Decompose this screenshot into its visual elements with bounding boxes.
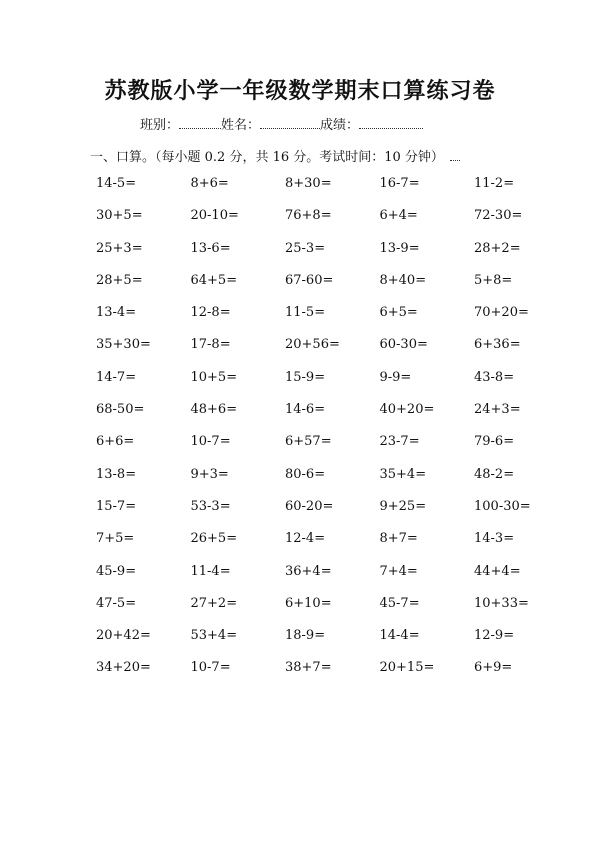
- problem-item: 24+3=: [474, 402, 521, 418]
- problem-item: 67-60=: [285, 272, 334, 288]
- problem-item: 27+2=: [190, 595, 238, 611]
- problem-item: 72-30=: [474, 208, 523, 224]
- problem-item: 14-3=: [474, 531, 515, 547]
- score-blank: [359, 116, 423, 129]
- problem-row: [96, 337, 569, 369]
- class-label: 班别：: [140, 118, 180, 133]
- problem-item: 6+6=: [96, 434, 135, 450]
- problem-item: 13-8=: [96, 466, 137, 482]
- problem-item: 47-5=: [96, 595, 137, 611]
- problem-row: [96, 176, 569, 208]
- problem-row: [96, 596, 569, 628]
- problem-item: 53+4=: [190, 628, 238, 644]
- problem-item: 100-30=: [474, 498, 531, 514]
- problem-item: 43-8=: [474, 369, 515, 385]
- problem-item: 6+10=: [285, 595, 332, 611]
- problem-grid: [96, 176, 569, 693]
- problem-item: 36+4=: [285, 563, 332, 579]
- problem-item: 8+7=: [379, 531, 418, 547]
- instruction-trailing-blank: [450, 150, 460, 161]
- problem-item: 60-20=: [285, 498, 334, 514]
- problem-item: 16-7=: [379, 176, 420, 191]
- problem-item: 6+4=: [379, 208, 418, 224]
- problem-item: 28+2=: [474, 240, 521, 256]
- problem-item: 14-7=: [96, 369, 137, 385]
- problem-item: 23-7=: [379, 434, 420, 450]
- problem-item: 6+5=: [379, 305, 418, 321]
- section-instruction-text: 一、口算。（每小题 0.2 分，共 16 分。考试时间：10 分钟）: [90, 150, 444, 165]
- problem-item: 10+5=: [190, 369, 238, 385]
- problem-item: 20+56=: [285, 337, 340, 353]
- problem-item: 40+20=: [379, 402, 435, 418]
- problem-item: 35+4=: [379, 466, 427, 482]
- problem-item: 10-7=: [190, 660, 231, 676]
- problem-item: 68-50=: [96, 402, 145, 418]
- problem-item: 76+8=: [285, 208, 332, 224]
- problem-item: 5+8=: [474, 272, 513, 288]
- problem-item: 6+57=: [285, 434, 332, 450]
- problem-item: 6+36=: [474, 337, 521, 353]
- score-label: 成绩：: [320, 118, 360, 133]
- problem-item: 14-6=: [285, 402, 326, 418]
- problem-item: 9+3=: [190, 466, 229, 482]
- problem-item: 8+40=: [379, 272, 427, 288]
- problem-item: 17-8=: [190, 337, 231, 353]
- problem-item: 7+5=: [96, 531, 135, 547]
- problem-item: 20-10=: [190, 208, 239, 224]
- problem-item: 12-8=: [190, 305, 231, 321]
- problem-row: [96, 564, 569, 596]
- problem-row: [96, 208, 569, 240]
- problem-row: [96, 305, 569, 337]
- problem-item: 44+4=: [474, 563, 521, 579]
- problem-item: 8+30=: [285, 176, 332, 191]
- class-blank: [179, 116, 221, 129]
- name-blank: [260, 116, 320, 129]
- problem-item: 35+30=: [96, 337, 151, 353]
- problem-item: 11-4=: [190, 563, 231, 579]
- problem-item: 38+7=: [285, 660, 332, 676]
- problem-item: 15-7=: [96, 498, 137, 514]
- problem-row: [96, 467, 569, 499]
- problem-item: 10+33=: [474, 595, 529, 611]
- problem-item: 11-5=: [285, 305, 326, 321]
- problem-item: 20+15=: [379, 660, 435, 676]
- problem-item: 64+5=: [190, 272, 238, 288]
- problem-item: 34+20=: [96, 660, 151, 676]
- problem-row: [96, 273, 569, 305]
- problem-item: 15-9=: [285, 369, 326, 385]
- problem-item: 18-9=: [285, 628, 326, 644]
- problem-item: 20+42=: [96, 628, 151, 644]
- page-title: 苏教版小学一年级数学期末口算练习卷: [104, 79, 496, 104]
- problem-item: 12-9=: [474, 628, 515, 644]
- problem-item: 6+9=: [474, 660, 513, 676]
- problem-item: 12-4=: [285, 531, 326, 547]
- problem-item: 14-5=: [96, 176, 137, 191]
- problem-item: 70+20=: [474, 305, 529, 321]
- problem-item: 13-4=: [96, 305, 137, 321]
- problem-item: 48-2=: [474, 466, 515, 482]
- problem-item: 80-6=: [285, 466, 326, 482]
- name-label: 姓名：: [221, 118, 261, 133]
- problem-item: 11-2=: [474, 176, 515, 191]
- problem-item: 53-3=: [190, 498, 231, 514]
- problem-item: 9+25=: [379, 498, 427, 514]
- problem-row: [96, 499, 569, 531]
- problem-item: 13-9=: [379, 240, 420, 256]
- problem-item: 79-6=: [474, 434, 515, 450]
- problem-row: [96, 434, 569, 466]
- problem-item: 25+3=: [96, 240, 143, 256]
- problem-item: 45-7=: [379, 595, 420, 611]
- problem-row: [96, 370, 569, 402]
- problem-item: 26+5=: [190, 531, 238, 547]
- problem-row: [96, 660, 569, 692]
- problem-item: 30+5=: [96, 208, 143, 224]
- problem-row: [96, 241, 569, 273]
- problem-row: [96, 628, 569, 660]
- problem-item: 7+4=: [379, 563, 418, 579]
- problem-item: 48+6=: [190, 402, 238, 418]
- problem-item: 8+6=: [190, 176, 229, 191]
- problem-item: 45-9=: [96, 563, 137, 579]
- problem-item: 14-4=: [379, 628, 420, 644]
- problem-item: 13-6=: [190, 240, 231, 256]
- problem-row: [96, 402, 569, 434]
- problem-item: 25-3=: [285, 240, 326, 256]
- problem-item: 60-30=: [379, 337, 428, 353]
- problem-row: [96, 531, 569, 563]
- problem-item: 9-9=: [379, 369, 412, 385]
- section-instruction: [90, 146, 460, 165]
- problem-item: 28+5=: [96, 272, 143, 288]
- problem-item: 10-7=: [190, 434, 231, 450]
- student-info-line: [140, 114, 423, 133]
